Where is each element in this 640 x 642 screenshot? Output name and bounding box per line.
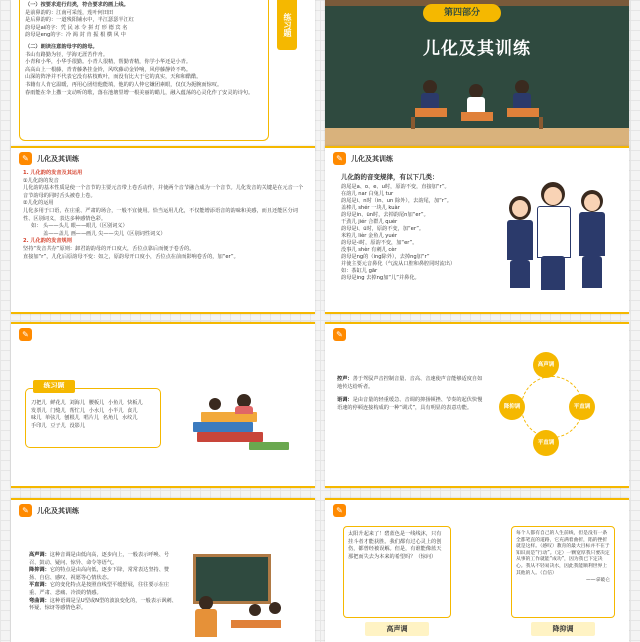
slide-header: 儿化及其训练 <box>37 506 79 515</box>
desk <box>461 112 493 121</box>
student-icon <box>515 80 529 94</box>
section1-line: 是前鼻韵的：江南可采莲，莲叶何田田 <box>25 9 114 16</box>
rule-line: 韵母是i、ü时，原韵不变，加“er”。 <box>341 225 425 232</box>
top-accent-line <box>11 498 315 500</box>
control-label: 控声： <box>337 376 353 382</box>
student-icon <box>249 604 261 616</box>
rule-line: 韵母是in、ün时，去掉韵尾n加“er”。 <box>341 211 429 218</box>
logo-icon: ✎ <box>333 152 346 165</box>
student-icon <box>423 80 437 94</box>
word-row: 刀把儿 鲜花儿 刘海儿 腰板儿 小鱼儿 快板儿 <box>31 400 143 406</box>
rule-line: 韵尾是i、n时（in、un 除外），去韵尾，加“r”。 <box>341 197 452 204</box>
bottom-accent-line <box>325 312 629 314</box>
slide-exercise-1 <box>11 0 315 150</box>
paragraph: 儿化多用于口语，在庄重、严肃的场合，一般不宜使用。恰当运用儿化，不仅能增添语音的韵味和美感，而且还能区分词性、区别词义，表达多种感情色彩。 <box>23 207 298 222</box>
logo-icon: ✎ <box>19 504 32 517</box>
control-text: 善于驾驭声音控制音量、音高、音速使声音能够适度自如地传达给听者。 <box>337 376 483 390</box>
top-accent-line <box>325 146 629 148</box>
rule-line: 没事儿 shèr 有刺儿 cèr <box>341 246 397 253</box>
tone-circle-top: 高声调 <box>533 352 559 378</box>
paragraph: 儿化韵的基本性质是使一个音节的主要元音带上卷舌动作，并使两个音节融合成为一个音节。儿化发音的关键是在元音一个音节韵母的同时舌头被卷上卷。 <box>23 185 304 199</box>
boy-face <box>544 187 562 205</box>
rule-line: 韵母是-i时，原韵不变，加“er”。 <box>341 239 418 246</box>
rule-line: 米粒儿 lièr 金鱼儿 yuér <box>341 232 397 239</box>
example-label-right: 降抑调 <box>531 622 595 636</box>
rule-line: 在韵儿 nar 白兔儿 tur <box>341 190 394 197</box>
slide-header: 儿化及其训练 <box>351 154 393 163</box>
exercise-side-label: 练习题 <box>277 0 297 50</box>
section-title: 儿化及其训练 <box>423 39 531 59</box>
desk <box>415 108 447 117</box>
top-accent-line <box>11 146 315 148</box>
desk <box>231 620 281 628</box>
girl-body <box>507 220 533 260</box>
example-signature: ——拿破仑 <box>586 578 610 584</box>
logo-icon: ✎ <box>333 504 346 517</box>
tone-text: 是由音量的轻重缓急、音调的抑扬顿挫、节奏的起伏快慢语速的停顿连接构成的一种“调式”，具有明显的表意功能。 <box>337 397 483 411</box>
book-icon <box>197 432 263 442</box>
desk-leg <box>411 117 415 129</box>
child-icon <box>209 398 221 410</box>
example-box-left <box>343 526 451 618</box>
student-body <box>467 97 485 112</box>
section2-line: 高高山上一根藤，青青藤条挂金铃，风吹藤动金铃响，风停藤静铃不鸣。 <box>25 66 192 73</box>
section1-line: 韵母是eng的字：冷 渴 封 肯 振 根 横 风 中 <box>25 32 126 39</box>
slide-tone-types <box>11 498 315 642</box>
rule-line: 韵母是ng的（ing除外），去掉ng加“r” <box>341 253 430 260</box>
example: 盖——盖儿 画——画儿 尖——尖儿（区别词性词义） <box>43 230 166 237</box>
rule-line: 韵尾是a、o、e、u时，原韵不变，直接加“r”。 <box>341 183 450 190</box>
section2-line: 书籍有人肯它温暖，再用心团结他能填，他的的人仲它嫌团素眼，仅仅为扼腕而惊叹。 <box>25 81 223 88</box>
example-label-left: 高声调 <box>365 622 429 636</box>
teacher-body <box>195 609 217 637</box>
section1-line: 是后鼻韵的：一道残阳铺水中，半江瑟瑟半江红 <box>25 17 134 24</box>
bottom-accent-line <box>11 486 315 488</box>
boy-legs <box>541 256 565 290</box>
rule-line: 并使主要元音鼻化（气流从口腔和鼻腔同时流出） <box>341 260 456 267</box>
top-accent-line <box>325 322 629 324</box>
bottom-accent-line <box>11 312 315 314</box>
top-accent-line <box>325 498 629 500</box>
desk-leg <box>539 117 543 129</box>
practice-label: 练习题 <box>33 380 75 393</box>
heading: 2. 儿化韵的发音规则 <box>23 238 72 245</box>
section-badge: 第四部分 <box>423 4 501 22</box>
example-text: 每个人都有自己的人生前线，但是没有一条全都笔直的道路，它充满着曲折，陷的挫折就是这样。（感叹）教育的最大目标并不在于知识而是“行动”。（定）一颗宽厚我只要决定从事的工作就能“成功”，因为我已下定决心。我从不轻易决水，因此我能顺利世界上其他的人。（自信） <box>516 531 610 576</box>
tone-circle-left: 降抑调 <box>499 394 525 420</box>
logo-icon: ✎ <box>333 328 346 341</box>
tone-item: 高声调：这种音调是由低向高，逐步向上，一般表示呼唤、号召、鼓动、疑问、惊异、命令等语气。 <box>29 552 170 566</box>
slide-tone-examples <box>325 498 629 642</box>
example-text: 太阳升起来了！碧蓝色是一线线沐，只有挂斗者才能获胜。我们都有过心灵上的创伤，都曾经被误解。但是，有谁能像蓝天那把而失去为本来的希望吗？（惊问） <box>348 531 442 560</box>
word-row: 手印儿 豆子儿 没影儿 <box>31 422 86 429</box>
slide-erhua-rules <box>325 146 629 314</box>
girl-legs <box>582 256 602 288</box>
girl-body <box>579 212 605 256</box>
bottom-accent-line <box>325 486 629 488</box>
student-body <box>513 93 531 108</box>
paragraph: 坚持“发音共存”原则：卸君韵韵母的开口度大，舌位点靠后而便于卷舌的。 <box>23 245 195 252</box>
section2-line: 春雨能在伞上撒一支动听的歌，落在池塘里增一根美丽的蜡儿，融入蕴荡的心灵化作了安灵的诗句。 <box>25 89 254 96</box>
tone-label: 语调： <box>337 397 353 404</box>
section2-line: 小青和小华，小华手很勤。小青人很精，帮勤青精，你学小华还是小青。 <box>25 59 192 66</box>
tone-circle-bottom: 平直调 <box>533 430 559 456</box>
slide-section-title <box>325 0 629 150</box>
section2-title: （二）朗读注意韵母字的韵母。 <box>25 43 98 50</box>
tone-item: 平直调：它的变化特点是按照直线型平缓舒展，往往要示在庄重、严肃、悲痛、冷淡的情感。 <box>29 582 170 596</box>
slide-erhua-pronunciation <box>11 146 315 314</box>
rules-title: 儿化韵的音变规律，有以下几类： <box>341 173 439 181</box>
student-body <box>421 93 439 108</box>
tone-circle-right: 平直调 <box>569 394 595 420</box>
girl-legs <box>510 260 530 288</box>
example: 如： 头——头儿 眼——眼儿（区别词义） <box>31 223 128 230</box>
tone-item: 降抑调：它的特点是由高向低，逐步下降，常常表达坚持、赞扬、自信、感叹、祝愿等心情状态。 <box>29 567 170 581</box>
section1-title: （一）按要求进行归类，符合要求的画上线。 <box>25 2 129 8</box>
rule-line: 干劲儿 jiér 合群儿 quér <box>341 218 398 225</box>
slide-practice-words <box>11 322 315 488</box>
teacher-icon <box>199 596 213 610</box>
desk <box>507 108 539 117</box>
section2-line: 书山有路勤为径，学海无涯苦作舟。 <box>25 51 109 58</box>
heading: 1. 儿化韵的发音及其运用 <box>23 170 83 176</box>
logo-icon: ✎ <box>19 152 32 165</box>
girl-face <box>512 200 528 217</box>
slide-tone-control <box>325 322 629 488</box>
section2-line: 山深的阵净并不代表它没有枯枝败叶，而没有比大于它的真实，天和和酷酷。 <box>25 74 202 81</box>
top-accent-line <box>11 322 315 324</box>
rule-line: 如：茶缸儿 gār <box>341 267 378 274</box>
word-row: 发票儿 门缝儿 帮忙儿 小水儿 小半儿 食儿 <box>31 407 138 414</box>
boy-body <box>537 206 571 258</box>
child-body <box>235 406 253 414</box>
word-row: 味儿 单弦儿 刨根儿 唱片儿 名角儿 水纹儿 <box>31 415 138 422</box>
paragraph: 直接加“r”，儿化后原韵母不变：如之，原韵母开口度小，舌位点在前而影响卷舌的，加“er”。 <box>23 253 239 260</box>
rule-line: 韵母是ing 去掉ng加“儿”并鼻化。 <box>341 274 420 281</box>
section1-line: 韵母是ai的字：凭 民 冰 令 拼 灯 形 德 宾 名 <box>25 24 128 31</box>
student-icon <box>469 84 483 98</box>
subheading: ②儿化的运用 <box>23 200 54 207</box>
book-icon <box>193 422 253 432</box>
slide-header: 儿化及其训练 <box>37 154 79 163</box>
example-box-right <box>511 526 615 618</box>
rule-line: 盖棒儿 shér 一块儿 kuàr <box>341 204 400 211</box>
logo-icon: ✎ <box>19 328 32 341</box>
subheading: ①儿化韵的发音 <box>23 177 59 184</box>
girl-face <box>584 194 600 211</box>
student-icon <box>269 602 281 614</box>
tone-item: 弯曲调：这种语调是呈U型或N型的波浪变化的，一般表示讽刺、怀疑、惊讶等感情色彩。 <box>29 597 177 612</box>
book-icon <box>249 442 289 450</box>
